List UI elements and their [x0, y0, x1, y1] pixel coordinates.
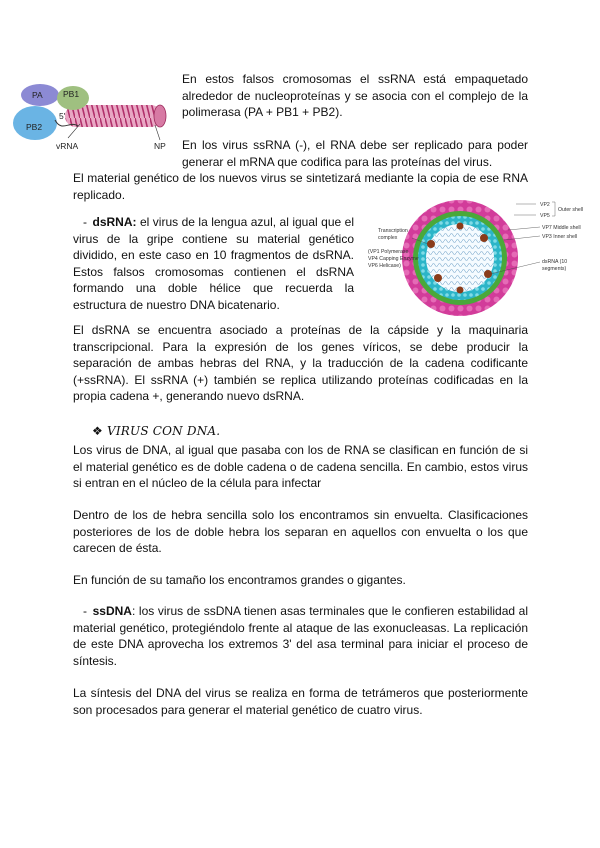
vp7-label: VP7 Middle shell — [542, 225, 581, 231]
paragraph-ssrna-replication: En los virus ssRNA (-), el RNA debe ser replicado para poder generar el mRNA que codifica para las proteínas del virus. — [182, 138, 528, 169]
ssdna-description: : los virus de ssDNA tienen asas terminales que le confieren estabilidad al material genético, protegiéndolo frente al ataque de las exonucleasas. La replicación de este DNA aprovecha los extremos 3' del asa terminal para iniciar el proceso de síntesis. — [73, 604, 528, 668]
coil-end — [154, 105, 166, 127]
pb2-label: PB2 — [26, 122, 43, 132]
diamond-bullet-icon: ❖ — [92, 424, 103, 438]
vp4-label: VP4 Capping Enzyme — [368, 256, 419, 262]
transcription-complex — [457, 223, 464, 230]
vrna-label: vRNA — [56, 141, 79, 151]
ribonucleoprotein-figure — [10, 78, 178, 158]
paragraph-ssdna: - ssDNA: los virus de ssDNA tienen asas terminales que le confieren estabilidad al material genético, protegiéndolo frente al ataque de las exonucleasas. La replicación de este DNA aprovecha los extremos 3' del asa terminal para iniciar el proceso de síntesis. — [73, 604, 528, 668]
outer-shell-label: Outer shell — [558, 207, 584, 213]
dsrna-description: el virus de la lengua azul, al igual que el virus de la gripe contiene su material genético dividido, en este caso en 10 fragmentos de dsRNA. Estos falsos cromosomas contienen el dsRNA formando una doble hélice que recuerda la estructura de nuestro DNA bicatenario. — [73, 215, 355, 312]
paragraph-ssrna-replication-cont: El material genético de los nuevos virus se sintetizará mediante la copia de ese RNA replicado. — [73, 171, 528, 202]
paragraph-dsrna-expression: El dsRNA se encuentra asociado a proteínas de la cápside y la maquinaria transcripcional. Para la expresión de los genes víricos, se debe producir la separación de ambas hebras del RNA, y la traducción de la cadena codificante (+ssRNA). El ssRNA (+) también se replica utilizando proteínas codificadas en la propia cadena +, generando nuevo dsRNA. — [73, 323, 528, 403]
complex-label: complex — [378, 235, 398, 241]
pb1-label: PB1 — [63, 89, 80, 99]
pointer-line — [508, 227, 540, 230]
bluetongue-virion-figure — [366, 196, 598, 318]
transcription-complex — [457, 287, 464, 294]
segments-label: segments) — [542, 266, 567, 272]
transcription-complex — [427, 240, 435, 248]
ssdna-term: ssDNA — [92, 604, 132, 618]
five-prime-label: 5' — [59, 111, 66, 121]
section-heading-dna-viruses — [92, 424, 220, 438]
transcription-complex — [434, 274, 442, 282]
paragraph-tetramers: La síntesis del DNA del virus se realiza en forma de tetrámeros que posteriormente son procesados para generar el material genético de cuatro virus. — [73, 686, 528, 717]
paragraph-single-strand: Dentro de los de hebra sencilla solo los encontramos sin envuelta. Clasificaciones posteriores de los de doble hebra los separan en aquellos con envuelta o los que carecen de ésta. — [73, 508, 528, 555]
paragraph-dna-viruses: Los virus de DNA, al igual que pasaba con los de RNA se clasifican en función de si el material genético es de doble cadena o de cadena sencilla. En cambio, estos virus si entran en el núcleo de la célula para infectar — [73, 443, 528, 490]
vp1-label: (VP1 Polymerase — [368, 249, 409, 255]
paragraph-dsrna: - dsRNA: el virus de la lengua azul, al igual que el virus de la gripe contiene su material genético dividido, en este caso en 10 fragmentos de dsRNA. Estos falsos cromosomas contienen el dsRNA formando una doble hélice que recuerda la estructura de nuestro DNA bicatenario. — [73, 215, 355, 312]
transcription-complex — [480, 234, 488, 242]
vp3-label: VP3 Inner shell — [542, 234, 578, 240]
outer-shell-bracket — [552, 202, 555, 216]
dsrna-label: dsRNA (10 — [542, 259, 568, 265]
vp6-label: VP6 Helicase) — [368, 263, 401, 269]
transcription-label: Transcription — [378, 228, 408, 234]
vp2-label: VP2 — [540, 202, 550, 208]
np-label: NP — [154, 141, 166, 151]
paragraph-ssrna-packaging: En estos falsos cromosomas el ssRNA está empaquetado alrededor de nucleoproteínas y se asocia con el complejo de la polimerasa (PA + PB1 + PB2). — [182, 72, 528, 119]
pa-label: PA — [32, 90, 43, 100]
vp5-label: VP5 — [540, 213, 550, 219]
dsrna-term: dsRNA: — [92, 215, 137, 229]
paragraph-size: En función de su tamaño los encontramos grandes o gigantes. — [73, 573, 406, 587]
heading-text: VIRUS CON DNA. — [106, 424, 221, 438]
